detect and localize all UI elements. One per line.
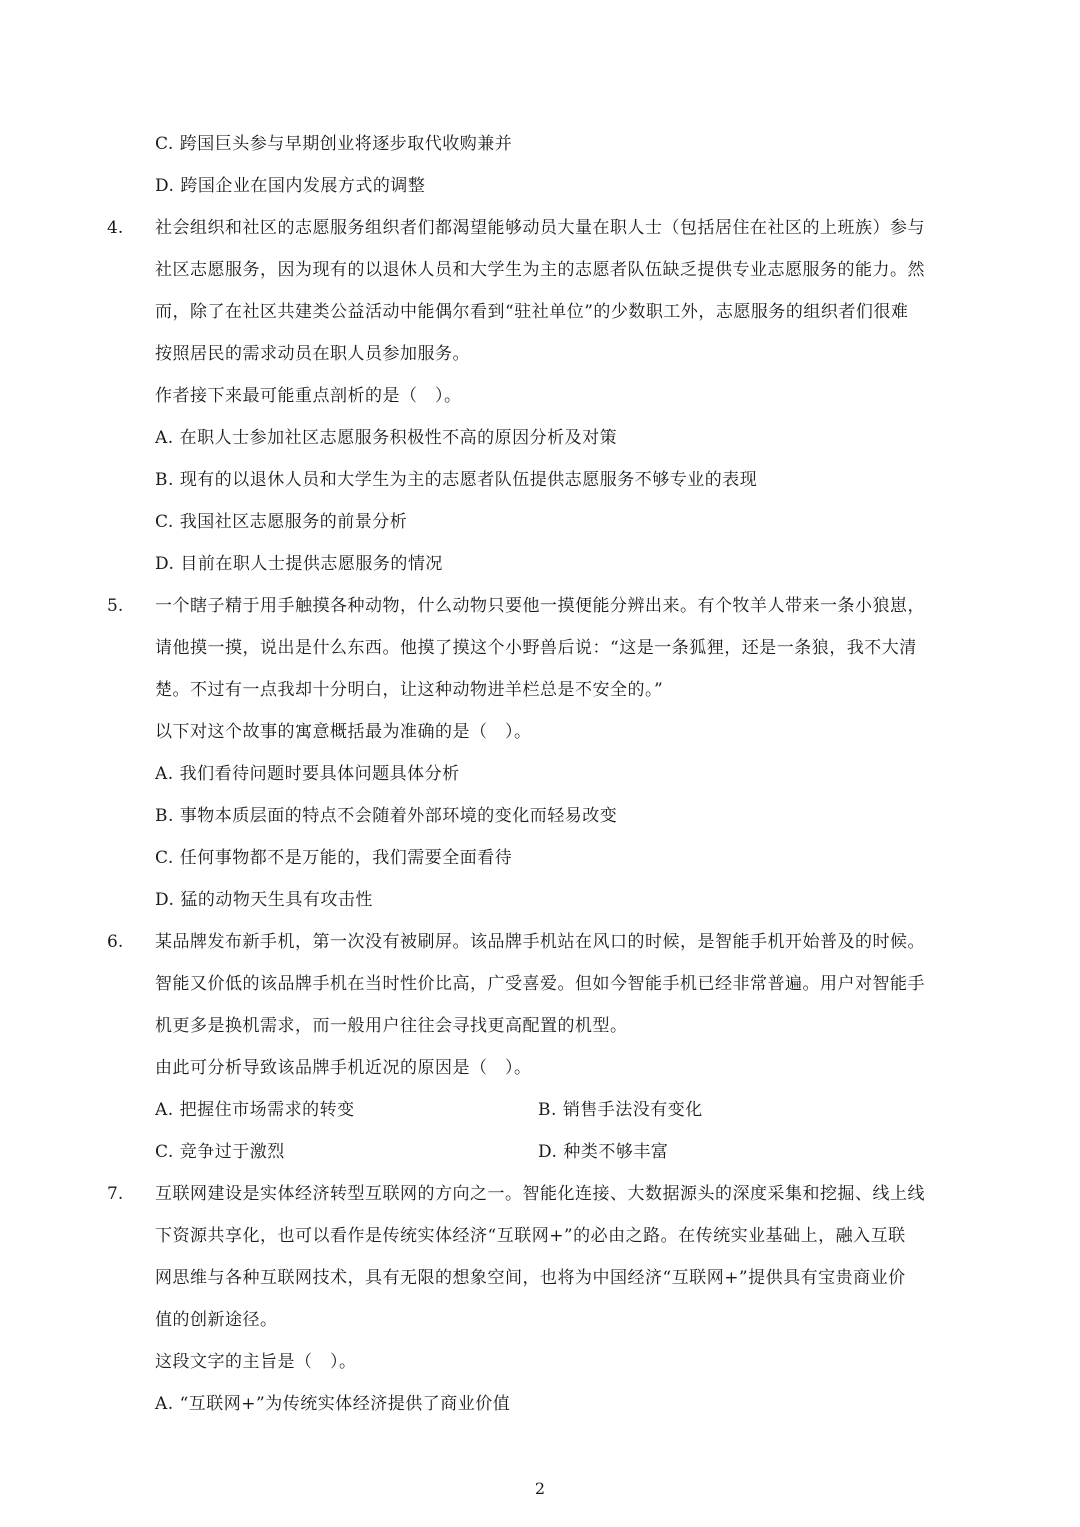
question-4-stem-line-1: 社会组织和社区的志愿服务组织者们都渴望能够动员大量在职人士（包括居住在社区的上班族）参与 bbox=[155, 218, 925, 238]
question-6-stem-line-1: 某品牌发布新手机，第一次没有被刷屏。该品牌手机站在风口的时候，是智能手机开始普及的时候。 bbox=[155, 932, 925, 952]
question-5-stem-line-1: 一个瞎子精于用手触摸各种动物，什么动物只要他一摸便能分辨出来。有个牧羊人带来一条小狼崽， bbox=[155, 596, 925, 616]
question-6-number: 6. bbox=[107, 932, 124, 952]
question-5-stem-line-2: 请他摸一摸，说出是什么东西。他摸了摸这个小野兽后说：“这是一条狐狸，还是一条狼，我不大清 bbox=[155, 638, 917, 658]
question-4-stem-line-3: 而，除了在社区共建类公益活动中能偶尔看到“驻社单位”的少数职工外，志愿服务的组织者们很难 bbox=[155, 302, 909, 322]
question-4-number: 4. bbox=[107, 218, 124, 238]
question-7-option-a: A. “互联网+”为传统实体经济提供了商业价值 bbox=[155, 1394, 511, 1414]
question-4-option-c: C. 我国社区志愿服务的前景分析 bbox=[155, 512, 408, 532]
question-6-stem-line-2: 智能又价低的该品牌手机在当时性价比高，广受喜爱。但如今智能手机已经非常普遍。用户对智能手 bbox=[155, 974, 925, 994]
question-6-option-a: A. 把握住市场需求的转变 bbox=[155, 1100, 355, 1120]
question-6-prompt: 由此可分析导致该品牌手机近况的原因是（ ）。 bbox=[155, 1058, 532, 1078]
question-5-number: 5. bbox=[107, 596, 124, 616]
question-6-option-c: C. 竞争过于激烈 bbox=[155, 1142, 285, 1162]
question-5-option-b: B. 事物本质层面的特点不会随着外部环境的变化而轻易改变 bbox=[155, 806, 618, 826]
question-5-option-a: A. 我们看待问题时要具体问题具体分析 bbox=[155, 764, 460, 784]
question-4-prompt: 作者接下来最可能重点剖析的是（ ）。 bbox=[155, 386, 462, 406]
page-number: 2 bbox=[534, 1479, 546, 1498]
question-6-stem-line-3: 机更多是换机需求，而一般用户往往会寻找更高配置的机型。 bbox=[155, 1016, 628, 1036]
question-6-option-b: B. 销售手法没有变化 bbox=[538, 1100, 703, 1120]
question-5-option-d: D. 猛的动物天生具有攻击性 bbox=[155, 890, 373, 910]
question-4-stem-line-4: 按照居民的需求动员在职人员参加服务。 bbox=[155, 344, 470, 364]
question-6-option-d: D. 种类不够丰富 bbox=[538, 1142, 669, 1162]
option-d-prev: D. 跨国企业在国内发展方式的调整 bbox=[155, 176, 426, 196]
question-4-option-b: B. 现有的以退休人员和大学生为主的志愿者队伍提供志愿服务不够专业的表现 bbox=[155, 470, 758, 490]
question-5-option-c: C. 任何事物都不是万能的，我们需要全面看待 bbox=[155, 848, 513, 868]
question-7-stem-line-4: 值的创新途径。 bbox=[155, 1310, 278, 1330]
question-7-stem-line-3: 网思维与各种互联网技术，具有无限的想象空间，也将为中国经济“互联网+”提供具有宝贵商业价 bbox=[155, 1268, 906, 1288]
question-4-option-a: A. 在职人士参加社区志愿服务积极性不高的原因分析及对策 bbox=[155, 428, 618, 448]
question-7-stem-line-2: 下资源共享化，也可以看作是传统实体经济“互联网+”的必由之路。在传统实业基础上，融入互联 bbox=[155, 1226, 906, 1246]
question-4-stem-line-2: 社区志愿服务，因为现有的以退休人员和大学生为主的志愿者队伍缺乏提供专业志愿服务的能力。然 bbox=[155, 260, 925, 280]
question-7-number: 7. bbox=[107, 1184, 124, 1204]
question-7-stem-line-1: 互联网建设是实体经济转型互联网的方向之一。智能化连接、大数据源头的深度采集和挖掘、线上线 bbox=[155, 1184, 925, 1204]
question-5-prompt: 以下对这个故事的寓意概括最为准确的是（ ）。 bbox=[155, 722, 532, 742]
question-5-stem-line-3: 楚。不过有一点我却十分明白，让这种动物进羊栏总是不安全的。” bbox=[155, 680, 664, 700]
question-4-option-d: D. 目前在职人士提供志愿服务的情况 bbox=[155, 554, 443, 574]
question-7-prompt: 这段文字的主旨是（ ）。 bbox=[155, 1352, 357, 1372]
option-c-prev: C. 跨国巨头参与早期创业将逐步取代收购兼并 bbox=[155, 134, 513, 154]
